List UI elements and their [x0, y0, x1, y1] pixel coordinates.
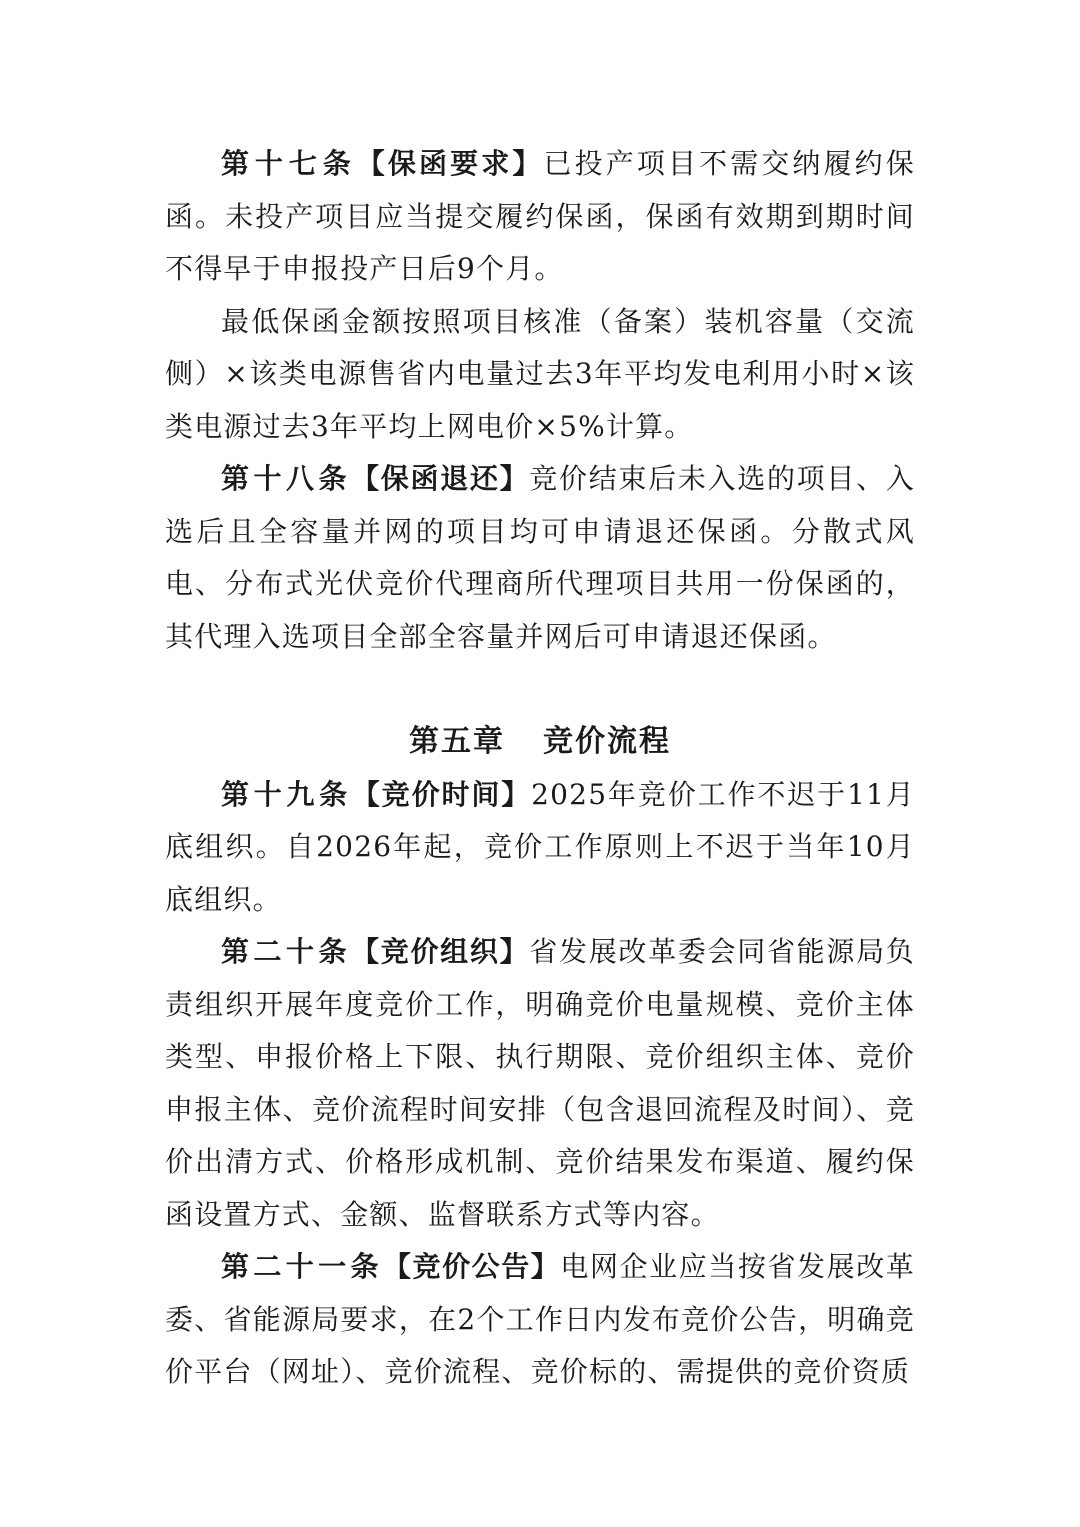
article-17-guarantee-amount: [165, 296, 915, 454]
paragraph-body: 最低保函金额按照项目核准（备案）装机容量（交流侧）×该类电源售省内电量过去3年平均发电利用小时×该类电源过去3年平均上网电价×5%计算。: [165, 304, 915, 443]
article-tag: 【竞价公告】: [382, 1250, 561, 1283]
article-body: 省发展改革委会同省能源局负责组织开展年度竞价工作，明确竞价电量规模、竞价主体类型、申报价格上下限、执行期限、竞价组织主体、竞价申报主体、竞价流程时间安排（包含退回流程及时间）、竞价出清方式、价格形成机制、竞价结果发布渠道、履约保函设置方式、金额、监督联系方式等内容。: [165, 935, 915, 1231]
article-body: 已投产项目不需交纳履约保函。未投产项目应当提交履约保函，保函有效期到期时间不得早于申报投产日后9个月。: [165, 147, 916, 285]
article-number: 第十八条: [221, 462, 352, 495]
article-number: 第十七条: [221, 147, 357, 180]
chapter-heading: [165, 716, 915, 769]
chapter-title: 竞价流程: [543, 724, 671, 759]
article-21: [165, 1241, 915, 1399]
article-tag: 【竞价时间】: [351, 777, 532, 811]
article-17: [165, 138, 915, 296]
article-18: [165, 453, 915, 663]
article-number: 第二十一条: [221, 1250, 383, 1283]
article-tag: 【保函退还】: [351, 462, 530, 495]
article-number: 第二十条: [221, 935, 352, 968]
document-page: [165, 138, 915, 1399]
article-19: [165, 769, 915, 927]
chapter-number: 第五章: [409, 724, 505, 759]
article-body: 竞价结束后未入选的项目、入选后且全容量并网的项目均可申请退还保函。分散式风电、分布式光伏竞价代理商所代理项目共用一份保函的，其代理入选项目全部全容量并网后可申请退还保函。: [165, 462, 915, 653]
article-number: 第十九条: [221, 777, 352, 811]
article-20: [165, 926, 915, 1241]
article-body: 电网企业应当按省发展改革委、省能源局要求，在2个工作日内发布竞价公告，明确竞价平台（网址）、竞价流程、竞价标的、需提供的竞价资质: [165, 1250, 915, 1388]
article-body: 2025年竞价工作不迟于11月底组织。自2026年起，竞价工作原则上不迟于当年10月底组织。: [165, 777, 915, 916]
article-tag: 【竞价组织】: [351, 935, 530, 968]
article-tag: 【保函要求】: [356, 147, 544, 180]
